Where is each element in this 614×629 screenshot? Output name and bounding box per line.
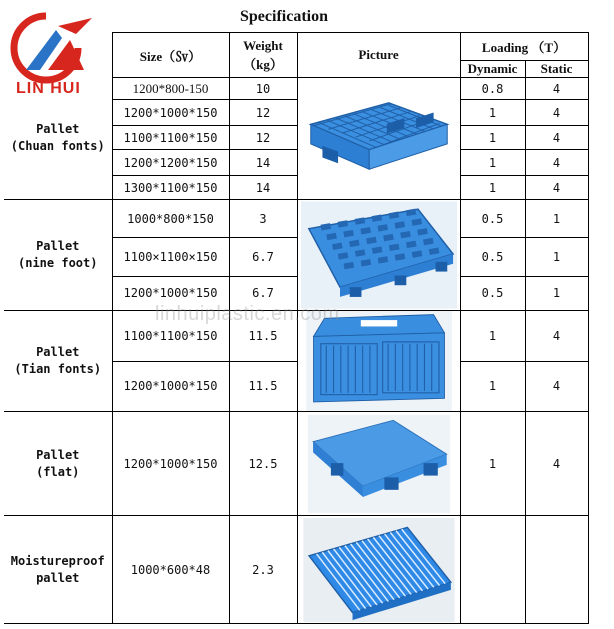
size-cell: 1200*800-150 bbox=[112, 78, 229, 100]
static-load-cell: 4 bbox=[525, 126, 588, 150]
dynamic-load-cell: 1 bbox=[460, 412, 525, 516]
pallet-picture-chuan-pallet bbox=[297, 78, 460, 200]
size-cell: 1200*1000*150 bbox=[112, 412, 229, 516]
weight-cell: 14 bbox=[229, 176, 297, 200]
header-dynamic: Dynamic bbox=[460, 61, 525, 78]
page-title: Specification bbox=[240, 8, 328, 25]
weight-cell: 6.7 bbox=[229, 276, 297, 310]
size-cell: 1200*1000*150 bbox=[112, 361, 229, 412]
table-row bbox=[4, 311, 588, 362]
size-cell: 1000*800*150 bbox=[112, 200, 229, 238]
spec-body bbox=[4, 78, 588, 624]
header-size: Size（㏜） bbox=[112, 33, 229, 78]
weight-cell: 11.5 bbox=[229, 311, 297, 362]
dynamic-load-cell bbox=[460, 516, 525, 624]
pallet-picture-tian-pallet bbox=[297, 311, 460, 412]
pallet-image-icon bbox=[298, 415, 460, 513]
size-cell: 1000*600*48 bbox=[112, 516, 229, 624]
header-weight: Weight（kg） bbox=[229, 33, 297, 78]
spec-table bbox=[4, 32, 589, 624]
static-load-cell: 4 bbox=[525, 311, 588, 362]
pallet-picture-moistureproof-pallet bbox=[297, 516, 460, 624]
header-blank bbox=[4, 33, 112, 61]
header-static: Static bbox=[525, 61, 588, 78]
pallet-picture-nine-foot-pallet bbox=[297, 200, 460, 311]
category-cell: Pallet (Tian fonts) bbox=[4, 311, 112, 412]
weight-cell: 12.5 bbox=[229, 412, 297, 516]
pallet-image-icon bbox=[298, 200, 460, 310]
category-cell: Pallet (Chuan fonts) bbox=[4, 78, 112, 200]
static-load-cell: 4 bbox=[525, 176, 588, 200]
size-cell: 1100*1100*150 bbox=[112, 126, 229, 150]
category-cell: Pallet (nine foot) bbox=[4, 200, 112, 311]
dynamic-load-cell: 0.5 bbox=[460, 276, 525, 310]
static-load-cell: 4 bbox=[525, 100, 588, 126]
size-cell: 1200*1000*150 bbox=[112, 100, 229, 126]
dynamic-load-cell: 1 bbox=[460, 176, 525, 200]
size-cell: 1200*1200*150 bbox=[112, 150, 229, 176]
static-load-cell: 4 bbox=[525, 412, 588, 516]
dynamic-load-cell: 1 bbox=[460, 150, 525, 176]
brand-name: LIN HUI bbox=[16, 80, 81, 97]
size-cell: 1100×1100×150 bbox=[112, 238, 229, 276]
weight-cell: 12 bbox=[229, 126, 297, 150]
weight-cell: 6.7 bbox=[229, 238, 297, 276]
dynamic-load-cell: 1 bbox=[460, 100, 525, 126]
table-row bbox=[4, 412, 588, 516]
weight-cell: 14 bbox=[229, 150, 297, 176]
static-load-cell: 4 bbox=[525, 78, 588, 100]
static-load-cell: 1 bbox=[525, 276, 588, 310]
weight-cell: 10 bbox=[229, 78, 297, 100]
dynamic-load-cell: 1 bbox=[460, 126, 525, 150]
table-row bbox=[4, 516, 588, 624]
table-row bbox=[4, 78, 588, 100]
dynamic-load-cell: 1 bbox=[460, 311, 525, 362]
weight-cell: 11.5 bbox=[229, 361, 297, 412]
dynamic-load-cell: 0.5 bbox=[460, 238, 525, 276]
dynamic-load-cell: 1 bbox=[460, 361, 525, 412]
watermark: linhuiplastic.en.com bbox=[155, 303, 340, 325]
pallet-image-icon bbox=[298, 311, 460, 411]
pallet-image-icon bbox=[298, 518, 460, 622]
dynamic-load-cell: 0.5 bbox=[460, 200, 525, 238]
header-blank-2 bbox=[4, 61, 112, 78]
category-cell: Pallet (flat) bbox=[4, 412, 112, 516]
header-loading: Loading （T） bbox=[460, 33, 588, 61]
static-load-cell: 4 bbox=[525, 361, 588, 412]
weight-cell: 2.3 bbox=[229, 516, 297, 624]
size-cell: 1300*1100*150 bbox=[112, 176, 229, 200]
table-row bbox=[4, 200, 588, 238]
weight-cell: 3 bbox=[229, 200, 297, 238]
static-load-cell: 1 bbox=[525, 238, 588, 276]
pallet-picture-flat-pallet bbox=[297, 412, 460, 516]
static-load-cell: 1 bbox=[525, 200, 588, 238]
static-load-cell bbox=[525, 516, 588, 624]
size-cell: 1200*1000*150 bbox=[112, 276, 229, 310]
header-picture: Picture bbox=[297, 33, 460, 78]
category-cell: Moistureproof pallet bbox=[4, 516, 112, 624]
dynamic-load-cell: 0.8 bbox=[460, 78, 525, 100]
size-cell: 1100*1100*150 bbox=[112, 311, 229, 362]
pallet-image-icon bbox=[298, 80, 460, 198]
weight-cell: 12 bbox=[229, 100, 297, 126]
static-load-cell: 4 bbox=[525, 150, 588, 176]
